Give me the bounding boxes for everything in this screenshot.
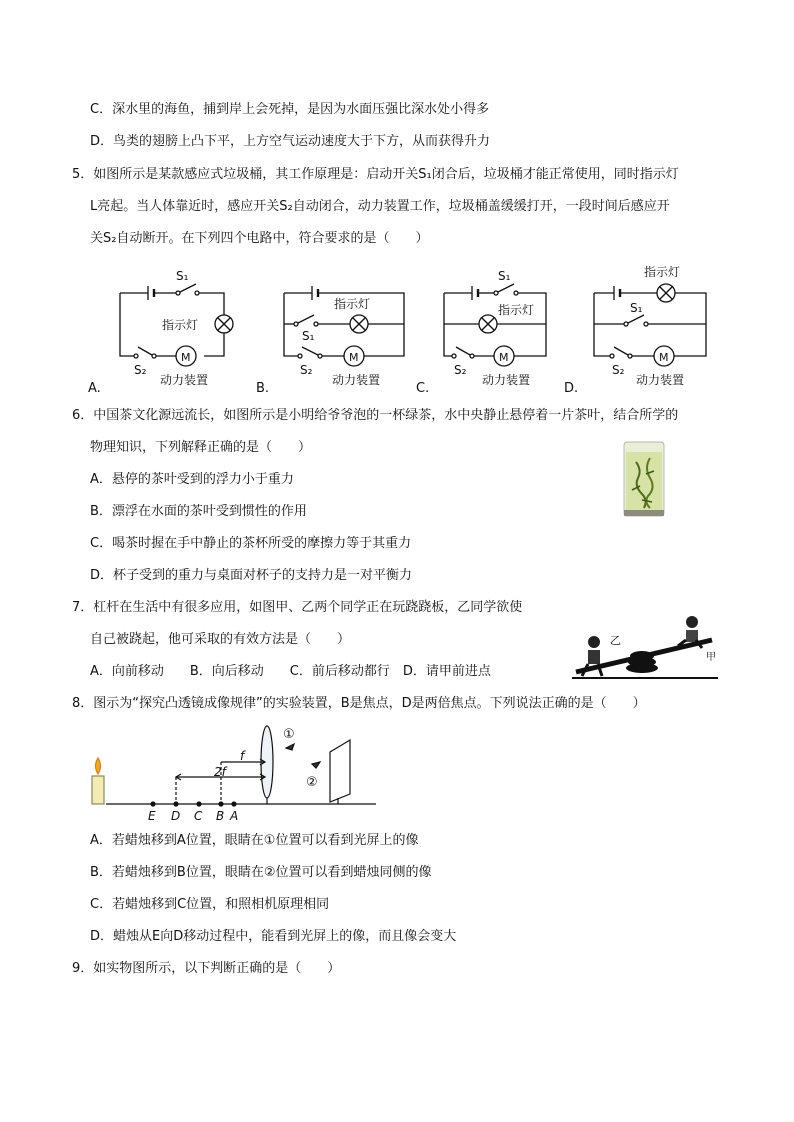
q6-option-d: D．杯子受到的重力与桌面对杯子的支持力是一对平衡力 — [90, 568, 413, 583]
circuit-c — [444, 284, 546, 366]
circuit-d-option: D. — [564, 381, 579, 396]
lens-label-f: f — [240, 749, 245, 763]
point-a: A — [230, 809, 239, 823]
q6-stem-line1: 6．中国茶文化源远流长，如图所示是小明给爷爷泡的一杯绿茶，水中央静止悬停着一片茶叶，结合所学的 — [72, 408, 679, 423]
q8-stem-line1: 8．图示为“探究凸透镜成像规律”的实验装置，B是焦点，D是两倍焦点。下列说法正确的是（ ） — [72, 696, 646, 711]
point-e: E — [148, 809, 156, 823]
circuit-d-s1: S₁ — [630, 301, 643, 315]
circuit-b-motor: M — [349, 351, 359, 364]
q6-option-a: A．悬停的茶叶受到的浮力小于重力 — [90, 472, 294, 487]
q8-option-c: C．若蜡烛移到C位置，和照相机原理相同 — [90, 897, 330, 912]
eye-position-1: ① — [283, 727, 295, 742]
circuit-d — [594, 284, 706, 366]
circuit-b-lamp-label: 指示灯 — [334, 297, 371, 311]
circuit-c-s1: S₁ — [498, 269, 511, 283]
circuit-d-motor: M — [659, 351, 669, 364]
q5-stem-line2: L亮起。当人体靠近时，感应开关S₂自动闭合，动力装置工作，垃圾桶盖缓缓打开，一段时间后感应开 — [90, 199, 670, 214]
seesaw-image — [572, 610, 718, 682]
q7-stem-line1: 7．杠杆在生活中有很多应用，如图甲、乙两个同学正在玩跷跷板，乙同学欲使 — [72, 600, 523, 615]
circuit-c-motor-label: 动力装置 — [482, 373, 531, 387]
circuit-c-s2: S₂ — [454, 363, 467, 377]
q6-stem-line2: 物理知识，下列解释正确的是（ ） — [90, 440, 312, 455]
circuit-b-s2: S₂ — [300, 363, 313, 377]
circuit-c-motor: M — [499, 351, 509, 364]
point-d: D — [171, 809, 181, 823]
circuit-b-motor-label: 动力装置 — [332, 373, 381, 387]
q5-stem-line3: 关S₂自动断开。在下列四个电路中，符合要求的是（ ） — [90, 231, 429, 246]
circuit-a-s1: S₁ — [176, 269, 189, 283]
circuit-a-option: A. — [88, 381, 101, 396]
circuit-d-s2: S₂ — [612, 363, 625, 377]
seesaw-label-jia: 甲 — [706, 652, 716, 663]
point-c: C — [194, 809, 203, 823]
lens-label-2f: 2f — [214, 765, 226, 779]
q5-stem-line1: 5．如图所示是某款感应式垃圾桶，其工作原理是：启动开关S₁闭合后，垃圾桶才能正常使用，同时指示灯 — [72, 167, 679, 182]
circuit-c-option: C. — [416, 381, 430, 396]
q9-stem-line1: 9．如实物图所示，以下判断正确的是（ ） — [72, 961, 341, 976]
circuit-b-option: B. — [256, 381, 270, 396]
circuit-b-s1: S₁ — [302, 329, 315, 343]
q4-option-d: D．鸟类的翅膀上凸下平，上方空气运动速度大于下方，从而获得升力 — [90, 134, 491, 149]
circuit-d-lamp-label: 指示灯 — [644, 265, 681, 279]
q8-option-a: A．若蜡烛移到A位置，眼睛在①位置可以看到光屏上的像 — [90, 833, 419, 848]
q5-circuit-figures — [84, 262, 724, 398]
point-b: B — [216, 809, 225, 823]
circuit-a-motor-label: 动力装置 — [160, 373, 209, 387]
circuit-a-lamp-label: 指示灯 — [162, 318, 199, 332]
lens-experiment-figure — [84, 722, 384, 824]
q4-option-c: C．深水里的海鱼，捕到岸上会死掉，是因为水面压强比深水处小得多 — [90, 102, 490, 117]
eye-position-2: ② — [306, 775, 318, 790]
q8-option-d: D．蜡烛从E向D移动过程中，能看到光屏上的像，而且像会变大 — [90, 929, 457, 944]
circuit-a-motor: M — [181, 351, 191, 364]
circuit-d-motor-label: 动力装置 — [636, 373, 685, 387]
tea-glass-image — [622, 440, 666, 518]
q7-stem-line2: 自己被跷起，他可采取的有效方法是（ ） — [90, 632, 351, 647]
q8-option-b: B．若蜡烛移到B位置，眼睛在②位置可以看到蜡烛同侧的像 — [90, 865, 432, 880]
seesaw-label-yi: 乙 — [610, 634, 621, 647]
q6-option-b: B．漂浮在水面的茶叶受到惯性的作用 — [90, 504, 307, 519]
q6-option-c: C．喝茶时握在手中静止的茶杯所受的摩擦力等于其重力 — [90, 536, 412, 551]
circuit-a-s2: S₂ — [134, 363, 147, 377]
circuit-c-lamp-label: 指示灯 — [498, 303, 535, 317]
q7-options: A．向前移动 B．向后移动 C．前后移动都行 D．请甲前进点 — [90, 664, 491, 679]
